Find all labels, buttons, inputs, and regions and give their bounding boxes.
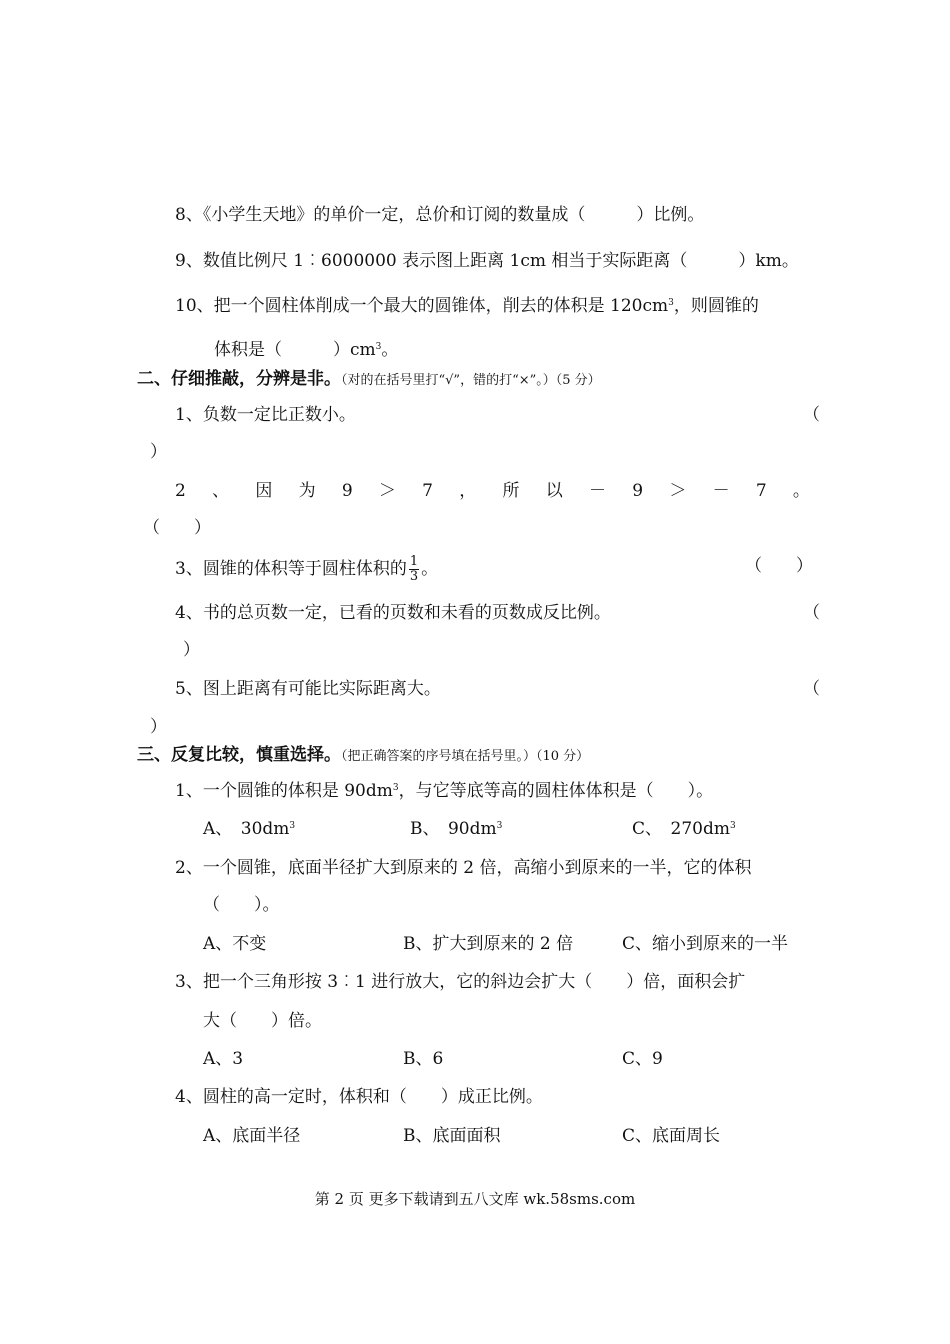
q2-token: 7 [422, 481, 433, 501]
mc-q1-option-a [203, 818, 295, 840]
mc-question-1-end: ，与它等底等高的圆柱体体积是（ ）。 [398, 781, 714, 801]
tf-question-4-close-paren: ） [183, 640, 200, 660]
mc-question-2-line1: 2、一个圆锥，底面半径扩大到原来的 2 倍，高缩小到原来的一半，它的体积 [175, 858, 752, 878]
tf-question-4-open-paren: （ [803, 603, 820, 623]
q2-token: 、 [212, 481, 230, 501]
question-9: 9、数值比例尺 1︰6000000 表示图上距离 1cm 相当于实际距离（ ）km。 [175, 251, 799, 271]
option-text: C、 270dm [632, 819, 730, 839]
mc-q3-option-c: C、9 [622, 1049, 663, 1069]
mc-q2-option-c: C、缩小到原来的一半 [622, 934, 789, 954]
tf-question-2-paren: （ ） [143, 518, 211, 538]
q2-token: ， [459, 481, 477, 501]
tf-question-4: 4、书的总页数一定，已看的页数和未看的页数成反比例。 [175, 603, 611, 623]
superscript: 3 [392, 783, 399, 793]
tf-question-3 [175, 555, 438, 584]
tf-question-3-paren: （ ） [745, 556, 813, 576]
tf-question-1: 1、负数一定比正数小。 [175, 405, 356, 425]
mc-question-1-text: 1、一个圆锥的体积是 90dm [175, 781, 393, 801]
fraction-numerator: 1 [409, 554, 419, 569]
option-text: A、 30dm [203, 819, 290, 839]
q2-token: 9 [632, 481, 644, 501]
mc-q2-option-b: B、扩大到原来的 2 倍 [403, 934, 574, 954]
mc-q4-option-c: C、底面周长 [622, 1126, 721, 1146]
q2-token: － [712, 481, 730, 501]
tf-question-5-open-paren: （ [803, 679, 820, 699]
question-10-line2 [214, 339, 398, 361]
mc-q3-option-a: A、3 [203, 1049, 244, 1069]
mc-question-4: 4、圆柱的高一定时，体积和（ ）成正比例。 [175, 1087, 543, 1107]
mc-question-1 [175, 780, 713, 802]
section-3-title: 三、反复比较，慎重选择。 [137, 745, 341, 765]
mc-q3-option-b: B、6 [403, 1049, 444, 1069]
mc-q4-option-b: B、底面面积 [403, 1126, 501, 1146]
section-2-note: （对的在括号里打“√”，错的打“×”。）（5 分） [341, 373, 601, 388]
fraction-denominator: 3 [409, 569, 419, 584]
superscript: 3 [375, 342, 382, 352]
q2-token: ＞ [669, 481, 687, 501]
q2-token: ＞ [378, 481, 396, 501]
tf-question-2 [175, 480, 810, 502]
q2-token: 以 [545, 481, 563, 501]
mc-question-3-line1: 3、把一个三角形按 3︰1 进行放大，它的斜边会扩大（ ）倍，面积会扩 [175, 972, 746, 992]
fraction-one-third [409, 555, 419, 584]
page-footer: 第 2 页 更多下载请到五八文库 wk.58sms.com [314, 1190, 636, 1208]
tf-question-3-end: 。 [421, 559, 439, 579]
tf-question-3-text: 3、圆锥的体积等于圆柱体积的 [175, 559, 407, 579]
superscript: 3 [289, 821, 296, 831]
question-10-line2-text: 体积是（ ）cm [214, 340, 376, 360]
tf-question-5-close-paren: ） [150, 717, 167, 737]
option-text: B、 90dm [410, 819, 497, 839]
mc-question-3-line2: 大（ ）倍。 [203, 1011, 322, 1031]
q2-token: 所 [502, 481, 520, 501]
q2-token: － [588, 481, 606, 501]
section-2-title: 二、仔细推敲，分辨是非。 [137, 369, 341, 389]
question-10-text-end: ，则圆锥的 [673, 296, 759, 316]
q2-token: 。 [792, 481, 810, 501]
mc-question-2-line2: （ ）。 [203, 895, 280, 915]
question-8: 8、《小学生天地》的单价一定，总价和订阅的数量成（ ）比例。 [175, 205, 705, 225]
mc-q1-option-b [410, 818, 502, 840]
q2-token: 2 [175, 481, 186, 501]
superscript: 3 [496, 821, 503, 831]
mc-q4-option-a: A、底面半径 [203, 1126, 301, 1146]
mc-q2-option-a: A、不变 [203, 934, 267, 954]
section-3-heading [137, 744, 589, 768]
superscript: 3 [729, 821, 736, 831]
q2-token: 7 [755, 481, 767, 501]
section-2-heading [137, 368, 601, 392]
tf-question-5: 5、图上距离有可能比实际距离大。 [175, 679, 441, 699]
question-10-text: 10、把一个圆柱体削成一个最大的圆锥体，削去的体积是 120cm [175, 296, 669, 316]
tf-question-1-close-paren: ） [150, 442, 167, 462]
question-10-line1 [175, 295, 759, 317]
mc-q1-option-c [632, 818, 736, 840]
question-10-line2-end: 。 [381, 340, 399, 360]
q2-token: 9 [341, 481, 353, 501]
superscript: 3 [668, 298, 674, 308]
q2-token: 因 [255, 481, 273, 501]
tf-question-1-open-paren: （ [803, 405, 820, 425]
q2-token: 为 [298, 481, 316, 501]
section-3-note: （把正确答案的序号填在括号里。）（10 分） [341, 749, 590, 764]
